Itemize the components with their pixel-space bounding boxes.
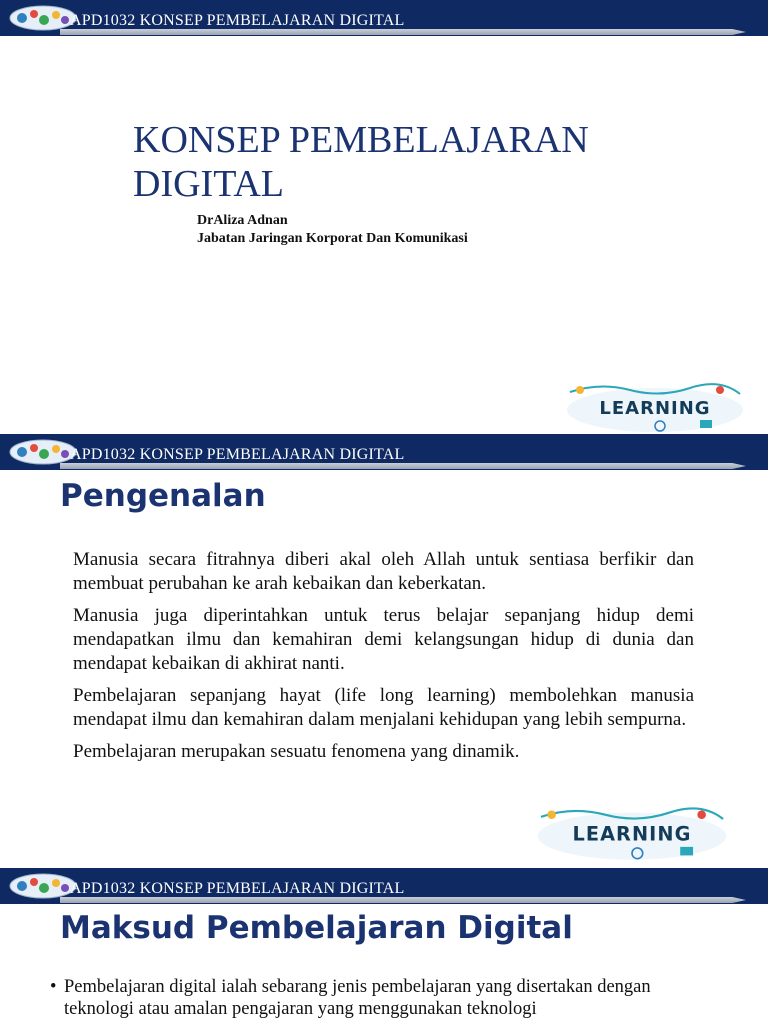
department-name: Jabatan Jaringan Korporat Dan Komunikasi: [197, 231, 468, 246]
bullet-item: [50, 976, 700, 1020]
author-block: [197, 212, 468, 248]
slide-header: [0, 868, 768, 904]
course-title: APD1032 KONSEP PEMBELAJARAN DIGITAL: [70, 12, 405, 29]
bullet-text: Pembelajaran digital ialah sebarang jenis pembelajaran yang disertakan dengan teknologi atau amalan pengajaran yang menggunakan teknologi: [64, 977, 651, 1019]
logo-icon: [8, 438, 78, 466]
paragraph: Pembelajaran sepanjang hayat (life long learning) membolehkan manusia mendapat ilmu dan kemahiran dalam menjalani kehidupan yang lebih sempurna.: [73, 685, 694, 730]
slide-header: [0, 0, 768, 36]
paragraph: Pembelajaran merupakan sesuatu fenomena yang dinamik.: [73, 741, 520, 762]
logo-icon: [8, 872, 78, 900]
bullet-list: [50, 976, 700, 1020]
slide-header: [0, 434, 768, 470]
section-title: Maksud Pembelajaran Digital: [60, 910, 573, 946]
intro-paragraphs: [73, 548, 694, 772]
section-title: Pengenalan: [60, 478, 266, 514]
paragraph: Manusia secara fitrahnya diberi akal oleh Allah untuk sentiasa berfikir dan membuat perubahan ke arah kebaikan dan keberkatan.: [73, 549, 694, 594]
learning-word: LEARNING: [599, 398, 711, 419]
course-title: APD1032 KONSEP PEMBELAJARAN DIGITAL: [70, 446, 405, 463]
slide-2: [0, 434, 768, 864]
slide-3: [0, 868, 768, 1024]
course-title: APD1032 KONSEP PEMBELAJARAN DIGITAL: [70, 880, 405, 897]
bullet-icon: •: [50, 977, 57, 997]
slide-1: [0, 0, 768, 432]
paragraph: Manusia juga diperintahkan untuk terus belajar sepanjang hidup demi mendapatkan ilmu dan kemahiran demi kelangsungan hidup di dunia dan mendapat kebaikan di akhirat nanti.: [73, 605, 694, 674]
logo-icon: [8, 4, 78, 32]
learning-illustration-icon: [522, 804, 742, 864]
learning-illustration-icon: [560, 380, 750, 432]
author-name: DrAliza Adnan: [197, 213, 288, 228]
presentation-title: KONSEP PEMBELAJARAN DIGITAL: [133, 119, 589, 205]
learning-word: LEARNING: [572, 822, 692, 846]
